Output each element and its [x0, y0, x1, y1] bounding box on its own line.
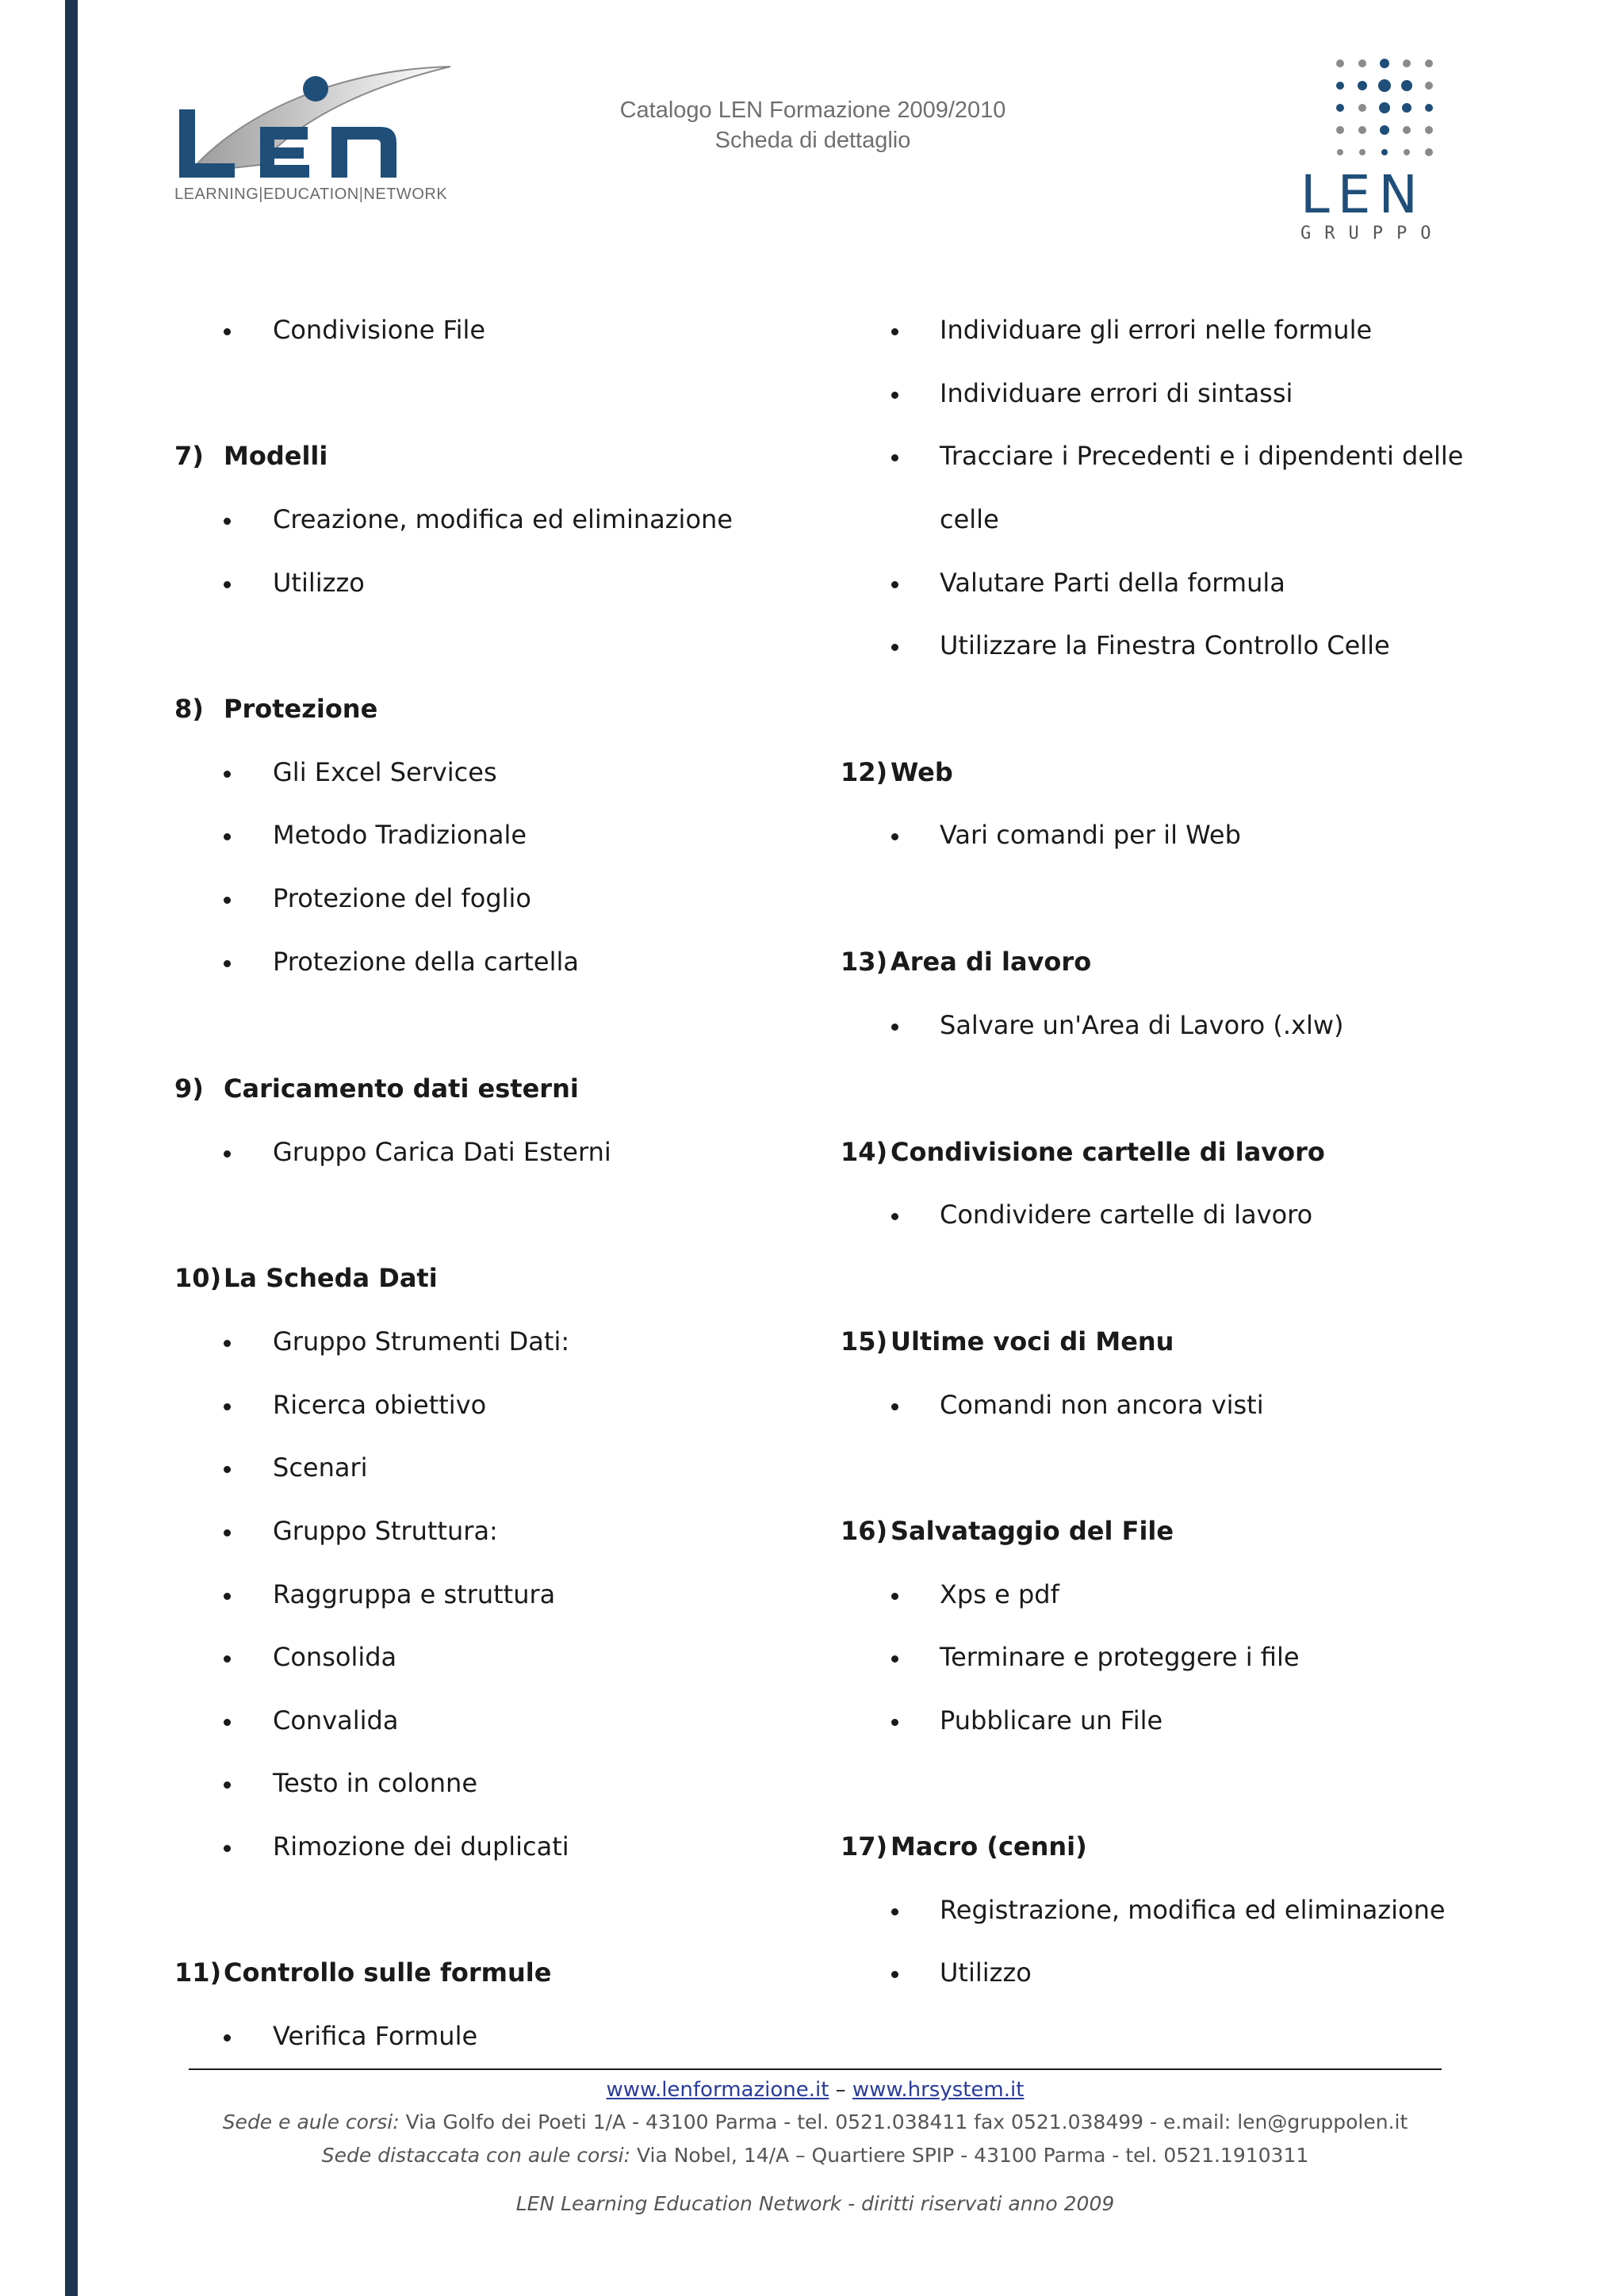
footer-branch-text: Via Nobel, 14/A – Quartiere SPIP - 43100 Parma - tel. 0521.1910311: [630, 2144, 1309, 2167]
bullet: [224, 1593, 231, 1600]
section-title: La Scheda Dati: [224, 1263, 438, 1293]
section-title: Web: [891, 757, 953, 787]
bullet: [891, 833, 898, 840]
footer-address-label: Sede e aule corsi:: [222, 2110, 400, 2133]
section-title: Area di lavoro: [891, 947, 1092, 977]
section-number: 15): [841, 1326, 888, 1357]
list-item: Gli Excel Services: [273, 757, 497, 787]
bullet: [891, 1655, 898, 1663]
bullet: [224, 1150, 231, 1158]
bullet: [224, 1781, 231, 1789]
section-number: 11): [174, 1957, 222, 1988]
page-side-bar: [65, 0, 78, 2296]
bullet: [224, 1340, 231, 1347]
bullet: [891, 581, 898, 588]
gruppo-word: GRUPPO: [1300, 224, 1445, 243]
list-item: Registrazione, modifica ed eliminazione: [940, 1895, 1446, 1925]
list-item: Gruppo Struttura:: [273, 1516, 498, 1546]
bullet: [891, 454, 898, 461]
section-title: Controllo sulle formule: [224, 1957, 552, 1988]
list-item: Salvare un'Area di Lavoro (.xlw): [940, 1010, 1344, 1040]
section-number: 9): [174, 1073, 204, 1104]
list-item: Individuare gli errori nelle formule: [940, 315, 1373, 345]
section-title: Modelli: [224, 441, 328, 471]
list-item: Tracciare i Precedenti e i dipendenti delle: [940, 441, 1464, 471]
bullet: [224, 960, 231, 967]
list-item: Raggruppa e struttura: [273, 1579, 556, 1609]
catalog-subtitle: Scheda di dettaglio: [714, 128, 911, 153]
logo-tagline: LEARNING|EDUCATION|NETWORK: [174, 186, 448, 203]
section-number: 17): [841, 1831, 888, 1862]
bullet: [891, 392, 898, 399]
section-number: 8): [174, 694, 204, 724]
bullet: [891, 328, 898, 335]
link-lenformazione[interactable]: www.lenformazione.it: [606, 2078, 829, 2102]
list-item: Individuare errori di sintassi: [940, 378, 1293, 408]
footer-copyright: LEN Learning Education Network - diritti riservati anno 2009: [515, 2192, 1115, 2215]
list-item: Ricerca obiettivo: [273, 1390, 487, 1420]
footer-address-main: [189, 2109, 1442, 2136]
section-number: 10): [174, 1263, 222, 1293]
document-header: [508, 95, 1118, 155]
list-item: Scenari: [273, 1452, 368, 1483]
section-number: 16): [841, 1516, 888, 1546]
list-item: Condivisione File: [273, 315, 486, 345]
list-item: Consolida: [273, 1642, 397, 1672]
list-item: Creazione, modifica ed eliminazione: [273, 504, 733, 534]
bullet: [224, 897, 231, 904]
section-number: 13): [841, 947, 888, 977]
list-item: Protezione della cartella: [273, 947, 579, 977]
list-item: Testo in colonne: [273, 1768, 477, 1798]
list-item: Rimozione dei duplicati: [273, 1831, 569, 1862]
bullet: [224, 1403, 231, 1410]
list-item: Metodo Tradizionale: [273, 820, 527, 850]
bullet: [891, 1593, 898, 1600]
bullet: [891, 1971, 898, 1978]
catalog-title: Catalogo LEN Formazione 2009/2010: [619, 98, 1006, 123]
bullet: [891, 1213, 898, 1220]
list-item-continuation: celle: [940, 504, 999, 534]
bullet: [891, 1908, 898, 1915]
list-item: Valutare Parti della formula: [940, 568, 1285, 598]
bullet: [891, 644, 898, 651]
bullet: [891, 1024, 898, 1031]
bullet: [224, 581, 231, 588]
len-word: LEN: [1300, 164, 1426, 222]
list-item: Utilizzare la Finestra Controllo Celle: [940, 630, 1390, 660]
link-hrsystem[interactable]: www.hrsystem.it: [852, 2078, 1025, 2102]
footer-branch-label: Sede distaccata con aule corsi:: [321, 2144, 631, 2167]
section-title: Macro (cenni): [891, 1831, 1087, 1862]
section-title: Protezione: [224, 694, 378, 724]
list-item: Comandi non ancora visti: [940, 1390, 1264, 1420]
section-title: Salvataggio del File: [891, 1516, 1174, 1546]
list-item: Utilizzo: [273, 568, 365, 598]
bullet: [224, 328, 231, 335]
section-number: 7): [174, 441, 204, 471]
section-number: 12): [841, 757, 888, 787]
bullet: [224, 833, 231, 840]
link-separator: –: [829, 2078, 852, 2102]
bullet: [224, 518, 231, 525]
list-item: Convalida: [273, 1705, 399, 1735]
bullet: [891, 1403, 898, 1410]
list-item: Utilizzo: [940, 1957, 1032, 1988]
list-item: Vari comandi per il Web: [940, 820, 1241, 850]
section-title: Ultime voci di Menu: [891, 1326, 1174, 1357]
list-item: Terminare e proteggere i file: [940, 1642, 1300, 1672]
list-item: Condividere cartelle di lavoro: [940, 1200, 1313, 1230]
dots-logo-graphic: [1293, 55, 1475, 222]
bullet: [224, 1529, 231, 1536]
footer-links: [189, 2076, 1442, 2104]
list-item: Verifica Formule: [273, 2021, 478, 2051]
list-item: Gruppo Strumenti Dati:: [273, 1326, 570, 1357]
section-number: 14): [841, 1137, 888, 1167]
len-logo-graphic: [173, 62, 458, 189]
section-title: Condivisione cartelle di lavoro: [891, 1137, 1325, 1167]
bullet: [224, 1466, 231, 1473]
footer-address-branch: [189, 2142, 1442, 2169]
len-gruppo-logo: [1293, 55, 1475, 254]
footer-address-text: Via Golfo dei Poeti 1/A - 43100 Parma - tel. 0521.038411 fax 0521.038499 - e.mail: len@gruppolen.it: [399, 2110, 1408, 2133]
bullet: [224, 1655, 231, 1663]
bullet: [224, 2034, 231, 2042]
list-item: Pubblicare un File: [940, 1705, 1163, 1735]
list-item: Xps e pdf: [940, 1579, 1059, 1609]
list-item: Gruppo Carica Dati Esterni: [273, 1137, 611, 1167]
bullet: [224, 1719, 231, 1726]
bullet: [891, 1719, 898, 1726]
bullet: [224, 1845, 231, 1852]
section-title: Caricamento dati esterni: [224, 1073, 579, 1104]
footer-divider: [189, 2068, 1442, 2070]
bullet: [224, 771, 231, 778]
list-item: Protezione del foglio: [273, 883, 531, 913]
